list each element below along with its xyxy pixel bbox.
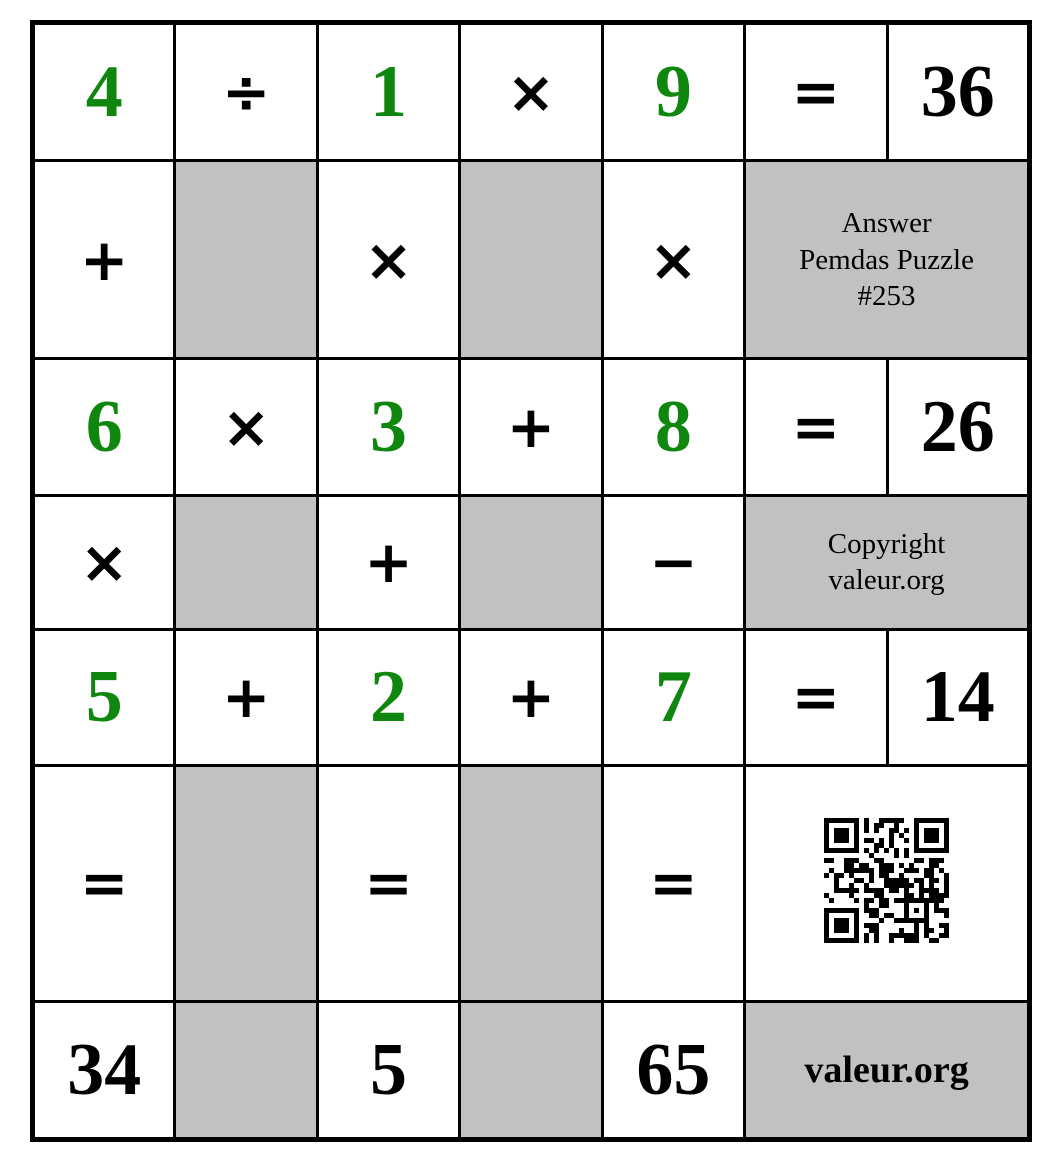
grid-row-6 bbox=[33, 765, 1030, 1001]
result-cell bbox=[602, 1001, 744, 1139]
operator-cell bbox=[460, 359, 602, 495]
operator-symbol: = bbox=[79, 849, 129, 918]
operand-value: 5 bbox=[85, 656, 123, 739]
number-cell bbox=[602, 23, 744, 161]
operator-symbol: + bbox=[506, 393, 556, 461]
grid-row-4 bbox=[33, 495, 1030, 629]
blank-cell bbox=[460, 765, 602, 1001]
operand-value: 6 bbox=[85, 386, 123, 468]
number-cell bbox=[33, 629, 175, 765]
operator-symbol: + bbox=[221, 663, 271, 732]
operator-symbol: + bbox=[506, 663, 556, 732]
result-cell bbox=[33, 1001, 175, 1139]
operand-value: 2 bbox=[370, 656, 408, 739]
brand-text: valeur.org bbox=[804, 1048, 969, 1091]
number-cell bbox=[602, 629, 744, 765]
operand-value: 8 bbox=[654, 386, 692, 468]
operator-symbol: + bbox=[79, 225, 129, 294]
brand-label bbox=[745, 1001, 1030, 1139]
copyright-note-text bbox=[746, 526, 1027, 599]
operator-cell bbox=[317, 495, 459, 629]
blank-cell bbox=[175, 765, 317, 1001]
result-cell bbox=[317, 1001, 459, 1139]
operator-cell bbox=[602, 495, 744, 629]
result-cell bbox=[887, 359, 1029, 495]
result-value: 26 bbox=[920, 386, 995, 468]
operator-symbol: × bbox=[79, 528, 129, 597]
copyright-note bbox=[745, 495, 1030, 629]
number-cell bbox=[33, 23, 175, 161]
number-cell bbox=[317, 629, 459, 765]
blank-cell bbox=[460, 495, 602, 629]
note-line: valeur.org bbox=[828, 564, 945, 597]
answer-note bbox=[745, 161, 1030, 359]
result-value: 14 bbox=[920, 656, 995, 739]
number-cell bbox=[602, 359, 744, 495]
operator-cell bbox=[460, 23, 602, 161]
operator-symbol: − bbox=[649, 528, 698, 597]
operator-symbol: × bbox=[221, 393, 271, 461]
operator-cell bbox=[317, 161, 459, 359]
note-line: Answer bbox=[841, 207, 932, 240]
operator-cell bbox=[460, 629, 602, 765]
operator-symbol: = bbox=[364, 849, 413, 918]
operator-cell bbox=[745, 629, 887, 765]
operand-value: 9 bbox=[654, 51, 692, 134]
blank-cell bbox=[175, 1001, 317, 1139]
operator-symbol: = bbox=[791, 58, 841, 127]
operator-symbol: + bbox=[364, 528, 413, 597]
operator-symbol: = bbox=[791, 393, 841, 461]
operator-cell bbox=[745, 359, 887, 495]
operator-cell bbox=[602, 765, 744, 1001]
operator-cell bbox=[33, 161, 175, 359]
result-value: 5 bbox=[370, 1028, 408, 1111]
operator-symbol: × bbox=[506, 58, 556, 127]
note-line: Pemdas Puzzle bbox=[799, 243, 974, 276]
result-cell bbox=[887, 23, 1029, 161]
result-cell bbox=[887, 629, 1029, 765]
operator-cell bbox=[175, 23, 317, 161]
operator-symbol: × bbox=[649, 225, 698, 294]
operand-value: 1 bbox=[370, 51, 408, 134]
operator-cell bbox=[602, 161, 744, 359]
grid-row-5 bbox=[33, 629, 1030, 765]
operator-cell bbox=[175, 629, 317, 765]
pemdas-puzzle-grid bbox=[30, 20, 1032, 1142]
operator-cell bbox=[33, 495, 175, 629]
qr-code-icon bbox=[824, 818, 949, 943]
operator-symbol: = bbox=[791, 663, 841, 732]
operator-cell bbox=[33, 765, 175, 1001]
blank-cell bbox=[175, 161, 317, 359]
result-value: 34 bbox=[67, 1028, 142, 1111]
blank-cell bbox=[460, 161, 602, 359]
grid-row-1 bbox=[33, 23, 1030, 161]
operand-value: 4 bbox=[85, 51, 123, 134]
qr-code bbox=[745, 765, 1030, 1001]
result-value: 65 bbox=[636, 1028, 711, 1111]
operator-symbol: × bbox=[364, 225, 413, 294]
note-line: Copyright bbox=[827, 527, 946, 560]
grid-row-3 bbox=[33, 359, 1030, 495]
operator-cell bbox=[317, 765, 459, 1001]
operand-value: 3 bbox=[370, 386, 408, 468]
number-cell bbox=[33, 359, 175, 495]
grid-row-7 bbox=[33, 1001, 1030, 1139]
number-cell bbox=[317, 359, 459, 495]
answer-note-text bbox=[746, 205, 1027, 314]
grid-row-2 bbox=[33, 161, 1030, 359]
number-cell bbox=[317, 23, 459, 161]
operand-value: 7 bbox=[654, 656, 692, 739]
result-value: 36 bbox=[920, 51, 995, 134]
note-line: #253 bbox=[857, 279, 916, 312]
blank-cell bbox=[460, 1001, 602, 1139]
operator-cell bbox=[175, 359, 317, 495]
operator-symbol: ÷ bbox=[221, 58, 271, 127]
operator-symbol: = bbox=[649, 849, 698, 918]
operator-cell bbox=[745, 23, 887, 161]
blank-cell bbox=[175, 495, 317, 629]
